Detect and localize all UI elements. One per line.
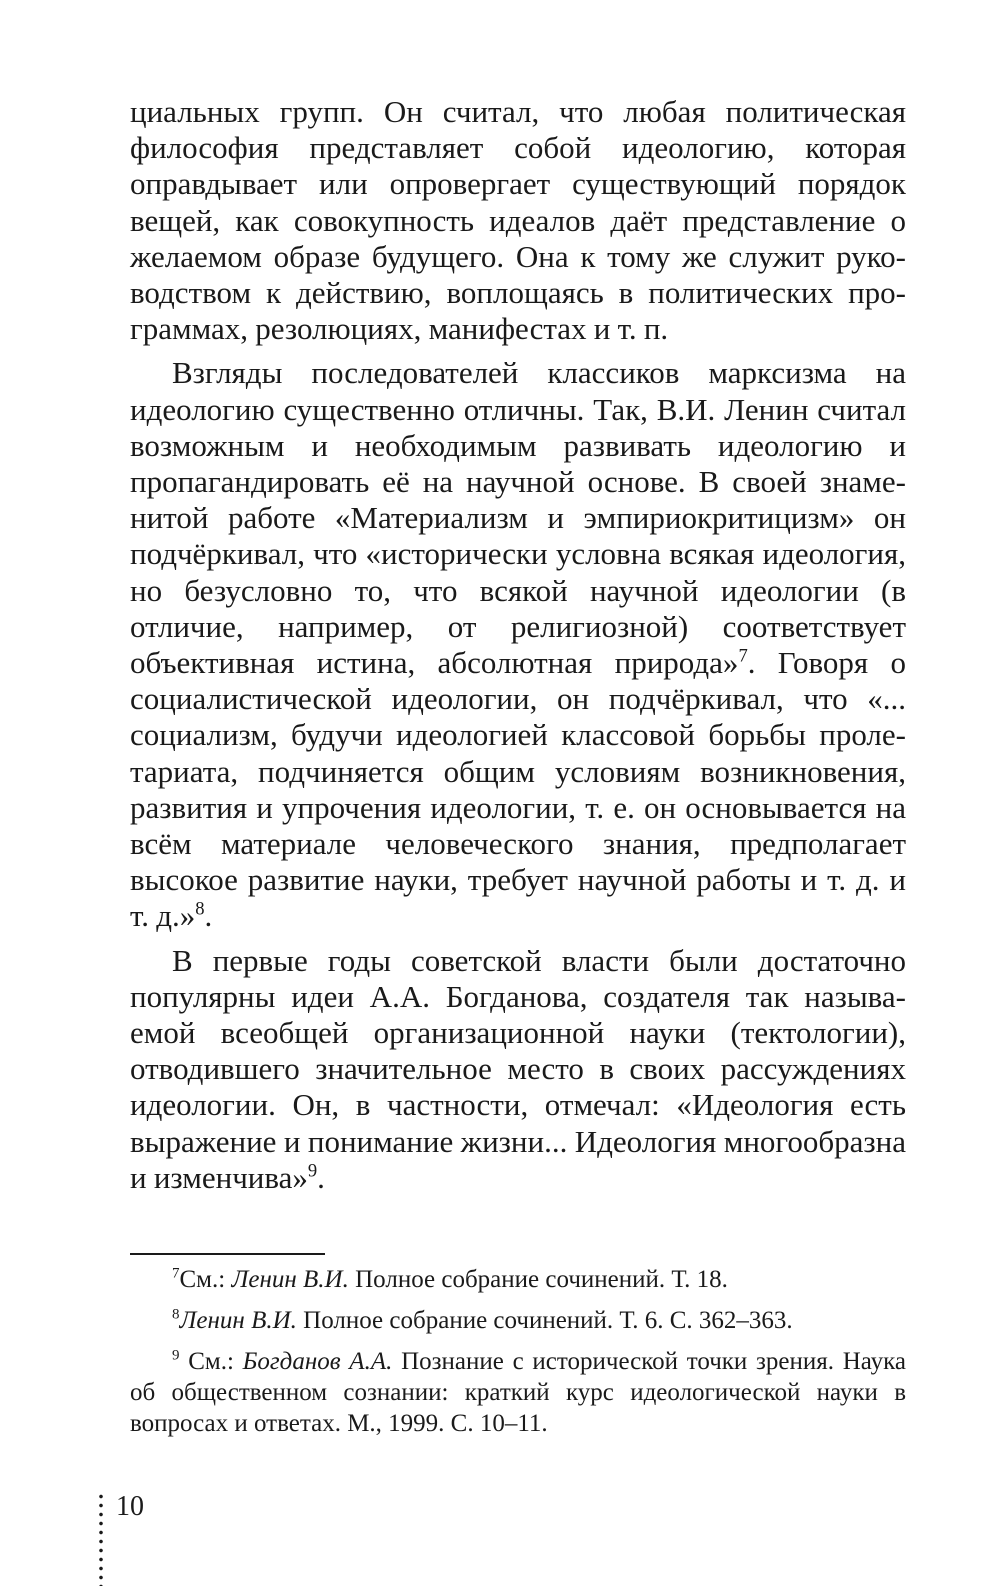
footnote-author: Ленин В.И.: [179, 1307, 297, 1334]
footnote-text: Познание с исторической точки зрения. Наука об общественном сознании: краткий курс идеологической науки в вопросах и ответах. М., 1999. С. 10–11.: [130, 1348, 906, 1437]
paragraph-text: В первые годы советской власти были достаточно популярны идеи А.А. Богданова, создателя так называемой всеобщей организационной науки (тектологии), отводившего значительное место в своих рассуждениях идеологии. Он, в частности, отмечал: «Идеология есть выражение и понимание жизни... Идеология многообразна и изменчива»: [130, 942, 906, 1195]
footnote-author: Ленин В.И.: [231, 1266, 349, 1293]
footnote-prefix: См.:: [179, 1266, 232, 1293]
footnotes: [130, 1264, 906, 1449]
page-number: 10: [116, 1491, 144, 1522]
paragraph-2: [130, 355, 906, 934]
footnote-divider: [130, 1253, 325, 1255]
main-text: [130, 94, 906, 1204]
paragraph-text: . Говоря о социалистической идеологии, он подчёркивал, что «... социализм, будучи идеологией классовой борьбы пролетариата, подчиняется общим условиям возникновения, развития и упрочения идеологии, т. е. он основывается на всём материале человеческого знания, предполагает высокое развитие науки, требует научной работы и т. д. и т. д.»: [130, 645, 906, 934]
paragraph-3: [130, 943, 906, 1196]
footnote-prefix: См.:: [179, 1348, 243, 1375]
footnote-ref-9: 9: [307, 1160, 318, 1182]
footnote-ref-7: 7: [738, 645, 748, 667]
footnote-number: 7: [172, 1265, 180, 1282]
footnote-number: 9: [172, 1347, 180, 1364]
paragraph-text: циальных групп. Он считал, что любая политическая философия представляет собой идеологию, которая оправдывает или опровергает существующий порядок вещей, как совокупность идеалов даёт представление о желаемом образе будущего. Она к тому же служит руководством к действию, воплощаясь в политических программах, резолюциях, манифестах и т. п.: [130, 94, 906, 347]
footnote-text: Полное собрание сочинений. Т. 18.: [348, 1266, 728, 1293]
footnote-ref-8: 8: [195, 899, 205, 921]
footnote-number: 8: [172, 1306, 180, 1323]
footnote-author: Богданов А.А.: [242, 1348, 393, 1375]
footnote-7: [130, 1264, 906, 1295]
footnote-9: [130, 1346, 906, 1439]
footnote-text: Полное собрание сочинений. Т. 6. С. 362–363.: [296, 1307, 793, 1334]
footnote-8: [130, 1305, 906, 1336]
paragraph-text: .: [317, 1159, 325, 1195]
paragraph-text: .: [204, 898, 213, 934]
paragraph-1: [130, 94, 906, 347]
page-margin-dots: [99, 1492, 103, 1586]
paragraph-text: Взгляды последователей классиков марксизма на идеологию существенно отличны. Так, В.И. Ленин считал возможным и необходимым развивать идеологию и пропагандировать её на научной основе. В своей знаменитой работе «Материализм и эмпириокритицизм» он подчёркивал, что «исторически условна всякая идеология, но безусловно то, что всякой научной идеологии (в отличие, например, от религиозной) соответствует объективная истина, абсолютная природа»: [130, 355, 906, 681]
